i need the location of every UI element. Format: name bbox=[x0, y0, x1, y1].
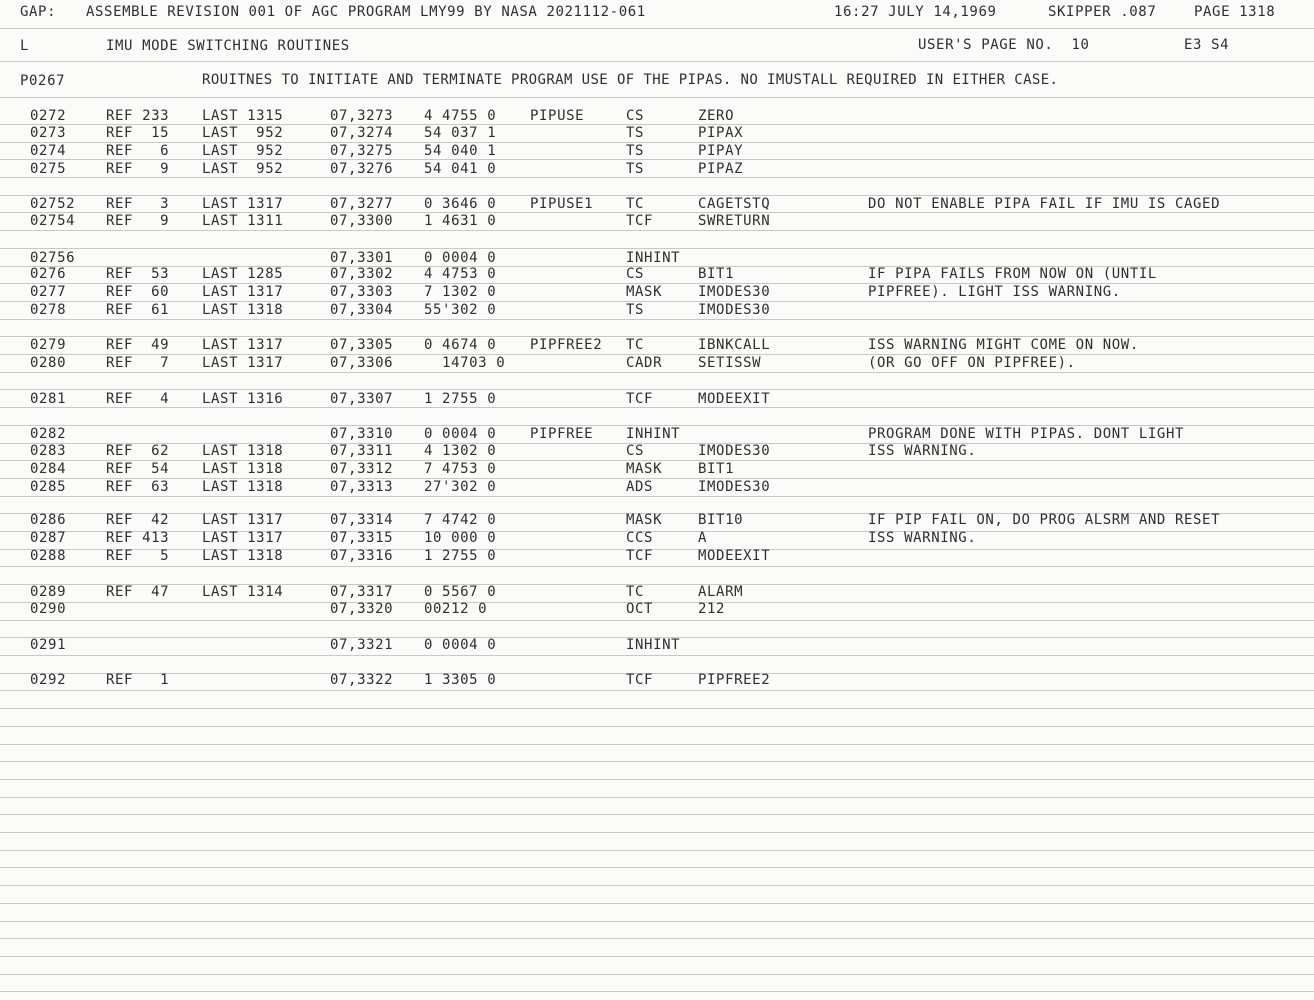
label: PIPUSE bbox=[530, 108, 585, 124]
operand: A bbox=[698, 530, 708, 546]
address: 07,3274 bbox=[330, 125, 394, 141]
operand: PIPFREE2 bbox=[698, 672, 771, 688]
label: PIPFREE bbox=[530, 426, 594, 442]
ref-count: REF 54 bbox=[106, 461, 170, 477]
operand: IMODES30 bbox=[698, 479, 771, 495]
last-ref: LAST 1314 bbox=[202, 584, 284, 600]
ref-count: REF 62 bbox=[106, 443, 170, 459]
operand: BIT10 bbox=[698, 512, 744, 528]
octal-code: 54 037 1 bbox=[424, 125, 497, 141]
address: 07,3312 bbox=[330, 461, 394, 477]
line-number: 0277 bbox=[30, 284, 67, 300]
ref-count: REF 3 bbox=[106, 196, 170, 212]
line-number: 0282 bbox=[30, 426, 67, 442]
line-number: 0283 bbox=[30, 443, 67, 459]
line-number: 0274 bbox=[30, 143, 67, 159]
comment: ISS WARNING. bbox=[868, 530, 977, 546]
address: 07,3307 bbox=[330, 391, 394, 407]
octal-code: 0 3646 0 bbox=[424, 196, 497, 212]
last-ref: LAST 1311 bbox=[202, 213, 284, 229]
last-ref: LAST 952 bbox=[202, 125, 284, 141]
operand: IMODES30 bbox=[698, 302, 771, 318]
line-number: 0280 bbox=[30, 355, 67, 371]
operand: 212 bbox=[698, 601, 726, 617]
address: 07,3305 bbox=[330, 337, 394, 353]
octal-code: 0 5567 0 bbox=[424, 584, 497, 600]
last-ref: LAST 1316 bbox=[202, 391, 284, 407]
address: 07,3301 bbox=[330, 250, 394, 266]
octal-code: 1 3305 0 bbox=[424, 672, 497, 688]
ref-count: REF 413 bbox=[106, 530, 170, 546]
line-number: 0286 bbox=[30, 512, 67, 528]
ref-count: REF 53 bbox=[106, 266, 170, 282]
last-ref: LAST 1317 bbox=[202, 196, 284, 212]
octal-code: 1 4631 0 bbox=[424, 213, 497, 229]
address: 07,3275 bbox=[330, 143, 394, 159]
last-ref: LAST 1315 bbox=[202, 108, 284, 124]
last-ref: LAST 1317 bbox=[202, 512, 284, 528]
address: 07,3315 bbox=[330, 530, 394, 546]
header-time-date: 16:27 JULY 14,1969 bbox=[834, 4, 997, 20]
ref-count: REF 7 bbox=[106, 355, 170, 371]
operand: ALARM bbox=[698, 584, 744, 600]
header-page: PAGE 1318 bbox=[1194, 4, 1276, 20]
subheader-marker: L bbox=[20, 38, 30, 54]
line-number: 0288 bbox=[30, 548, 67, 564]
address: 07,3320 bbox=[330, 601, 394, 617]
line-number: 0284 bbox=[30, 461, 67, 477]
octal-code: 7 4742 0 bbox=[424, 512, 497, 528]
last-ref: LAST 1317 bbox=[202, 337, 284, 353]
comment: PIPFREE). LIGHT ISS WARNING. bbox=[868, 284, 1121, 300]
last-ref: LAST 1317 bbox=[202, 284, 284, 300]
line-number: 0272 bbox=[30, 108, 67, 124]
octal-code: 55'302 0 bbox=[424, 302, 497, 318]
label: PIPFREE2 bbox=[530, 337, 603, 353]
operand: IMODES30 bbox=[698, 443, 771, 459]
address: 07,3300 bbox=[330, 213, 394, 229]
last-ref: LAST 1318 bbox=[202, 302, 284, 318]
address: 07,3277 bbox=[330, 196, 394, 212]
ref-count: REF 1 bbox=[106, 672, 170, 688]
octal-code: 0 4674 0 bbox=[424, 337, 497, 353]
opcode: CS bbox=[626, 108, 645, 124]
ref-count: REF 61 bbox=[106, 302, 170, 318]
address: 07,3276 bbox=[330, 161, 394, 177]
header-title: ASSEMBLE REVISION 001 OF AGC PROGRAM LMY99 BY NASA 2021112-061 bbox=[86, 4, 646, 20]
address: 07,3313 bbox=[330, 479, 394, 495]
line-number: 0275 bbox=[30, 161, 67, 177]
intro-text: ROUITNES TO INITIATE AND TERMINATE PROGRAM USE OF THE PIPAS. NO IMUSTALL REQUIRED IN EITHER CASE. bbox=[202, 72, 1059, 88]
ref-count: REF 6 bbox=[106, 143, 170, 159]
address: 07,3316 bbox=[330, 548, 394, 564]
address: 07,3306 bbox=[330, 355, 394, 371]
ref-count: REF 5 bbox=[106, 548, 170, 564]
comment: IF PIP FAIL ON, DO PROG ALSRM AND RESET bbox=[868, 512, 1221, 528]
opcode: MASK bbox=[626, 512, 663, 528]
operand: CAGETSTQ bbox=[698, 196, 771, 212]
header-skipper: SKIPPER .087 bbox=[1048, 4, 1157, 20]
opcode: TS bbox=[626, 143, 645, 159]
last-ref: LAST 1285 bbox=[202, 266, 284, 282]
line-number: 0290 bbox=[30, 601, 67, 617]
ref-count: REF 60 bbox=[106, 284, 170, 300]
opcode: CS bbox=[626, 266, 645, 282]
ref-count: REF 9 bbox=[106, 161, 170, 177]
comment: PROGRAM DONE WITH PIPAS. DONT LIGHT bbox=[868, 426, 1185, 442]
ref-count: REF 4 bbox=[106, 391, 170, 407]
opcode: ADS bbox=[626, 479, 654, 495]
last-ref: LAST 1317 bbox=[202, 530, 284, 546]
line-number: 0291 bbox=[30, 637, 67, 653]
operand: PIPAZ bbox=[698, 161, 744, 177]
operand: ZERO bbox=[698, 108, 735, 124]
intro-line-number: P0267 bbox=[20, 73, 66, 89]
opcode: INHINT bbox=[626, 637, 681, 653]
line-number: 0287 bbox=[30, 530, 67, 546]
octal-code: 54 041 0 bbox=[424, 161, 497, 177]
opcode: CS bbox=[626, 443, 645, 459]
octal-code: 1 2755 0 bbox=[424, 548, 497, 564]
opcode: MASK bbox=[626, 284, 663, 300]
comment: IF PIPA FAILS FROM NOW ON (UNTIL bbox=[868, 266, 1157, 282]
last-ref: LAST 1318 bbox=[202, 479, 284, 495]
address: 07,3321 bbox=[330, 637, 394, 653]
opcode: INHINT bbox=[626, 250, 681, 266]
address: 07,3303 bbox=[330, 284, 394, 300]
opcode: CADR bbox=[626, 355, 663, 371]
subheader-user-page: USER'S PAGE NO. 10 bbox=[918, 37, 1090, 53]
opcode: CCS bbox=[626, 530, 654, 546]
ref-count: REF 15 bbox=[106, 125, 170, 141]
operand: MODEEXIT bbox=[698, 391, 771, 407]
octal-code: 4 4755 0 bbox=[424, 108, 497, 124]
octal-code: 10 000 0 bbox=[424, 530, 497, 546]
opcode: TS bbox=[626, 125, 645, 141]
last-ref: LAST 952 bbox=[202, 143, 284, 159]
opcode: TCF bbox=[626, 391, 654, 407]
address: 07,3314 bbox=[330, 512, 394, 528]
octal-code: 1 2755 0 bbox=[424, 391, 497, 407]
octal-code: 7 1302 0 bbox=[424, 284, 497, 300]
opcode: TCF bbox=[626, 548, 654, 564]
opcode: TCF bbox=[626, 672, 654, 688]
opcode: MASK bbox=[626, 461, 663, 477]
subheader-section: IMU MODE SWITCHING ROUTINES bbox=[106, 38, 350, 54]
opcode: TC bbox=[626, 584, 645, 600]
last-ref: LAST 1318 bbox=[202, 443, 284, 459]
subheader-code: E3 S4 bbox=[1184, 37, 1230, 53]
operand: IBNKCALL bbox=[698, 337, 771, 353]
octal-code: 4 4753 0 bbox=[424, 266, 497, 282]
octal-code: 0 0004 0 bbox=[424, 250, 497, 266]
operand: BIT1 bbox=[698, 266, 735, 282]
operand: PIPAX bbox=[698, 125, 744, 141]
octal-code: 14703 0 bbox=[424, 355, 506, 371]
operand: SETISSW bbox=[698, 355, 762, 371]
line-number: 0285 bbox=[30, 479, 67, 495]
address: 07,3302 bbox=[330, 266, 394, 282]
opcode: TCF bbox=[626, 213, 654, 229]
address: 07,3310 bbox=[330, 426, 394, 442]
operand: BIT1 bbox=[698, 461, 735, 477]
octal-code: 00212 0 bbox=[424, 601, 488, 617]
header-gap: GAP: bbox=[20, 4, 57, 20]
ref-count: REF 42 bbox=[106, 512, 170, 528]
line-number: 0279 bbox=[30, 337, 67, 353]
address: 07,3304 bbox=[330, 302, 394, 318]
last-ref: LAST 1317 bbox=[202, 355, 284, 371]
line-number: 0278 bbox=[30, 302, 67, 318]
operand: IMODES30 bbox=[698, 284, 771, 300]
opcode: INHINT bbox=[626, 426, 681, 442]
line-number: 02752 bbox=[30, 196, 76, 212]
opcode: TC bbox=[626, 337, 645, 353]
last-ref: LAST 952 bbox=[202, 161, 284, 177]
comment: (OR GO OFF ON PIPFREE). bbox=[868, 355, 1076, 371]
octal-code: 4 1302 0 bbox=[424, 443, 497, 459]
line-number: 0273 bbox=[30, 125, 67, 141]
address: 07,3322 bbox=[330, 672, 394, 688]
label: PIPUSE1 bbox=[530, 196, 594, 212]
octal-code: 7 4753 0 bbox=[424, 461, 497, 477]
ref-count: REF 63 bbox=[106, 479, 170, 495]
comment: ISS WARNING. bbox=[868, 443, 977, 459]
octal-code: 0 0004 0 bbox=[424, 637, 497, 653]
line-number: 0289 bbox=[30, 584, 67, 600]
line-number: 0276 bbox=[30, 266, 67, 282]
line-number: 0281 bbox=[30, 391, 67, 407]
octal-code: 27'302 0 bbox=[424, 479, 497, 495]
ref-count: REF 49 bbox=[106, 337, 170, 353]
octal-code: 54 040 1 bbox=[424, 143, 497, 159]
operand: MODEEXIT bbox=[698, 548, 771, 564]
opcode: OCT bbox=[626, 601, 654, 617]
comment: DO NOT ENABLE PIPA FAIL IF IMU IS CAGED bbox=[868, 196, 1221, 212]
operand: SWRETURN bbox=[698, 213, 771, 229]
opcode: TS bbox=[626, 302, 645, 318]
last-ref: LAST 1318 bbox=[202, 548, 284, 564]
operand: PIPAY bbox=[698, 143, 744, 159]
ref-count: REF 9 bbox=[106, 213, 170, 229]
line-number: 02754 bbox=[30, 213, 76, 229]
opcode: TS bbox=[626, 161, 645, 177]
line-number: 0292 bbox=[30, 672, 67, 688]
line-number: 02756 bbox=[30, 250, 76, 266]
last-ref: LAST 1318 bbox=[202, 461, 284, 477]
address: 07,3317 bbox=[330, 584, 394, 600]
opcode: TC bbox=[626, 196, 645, 212]
address: 07,3273 bbox=[330, 108, 394, 124]
ref-count: REF 47 bbox=[106, 584, 170, 600]
comment: ISS WARNING MIGHT COME ON NOW. bbox=[868, 337, 1139, 353]
address: 07,3311 bbox=[330, 443, 394, 459]
ref-count: REF 233 bbox=[106, 108, 170, 124]
octal-code: 0 0004 0 bbox=[424, 426, 497, 442]
